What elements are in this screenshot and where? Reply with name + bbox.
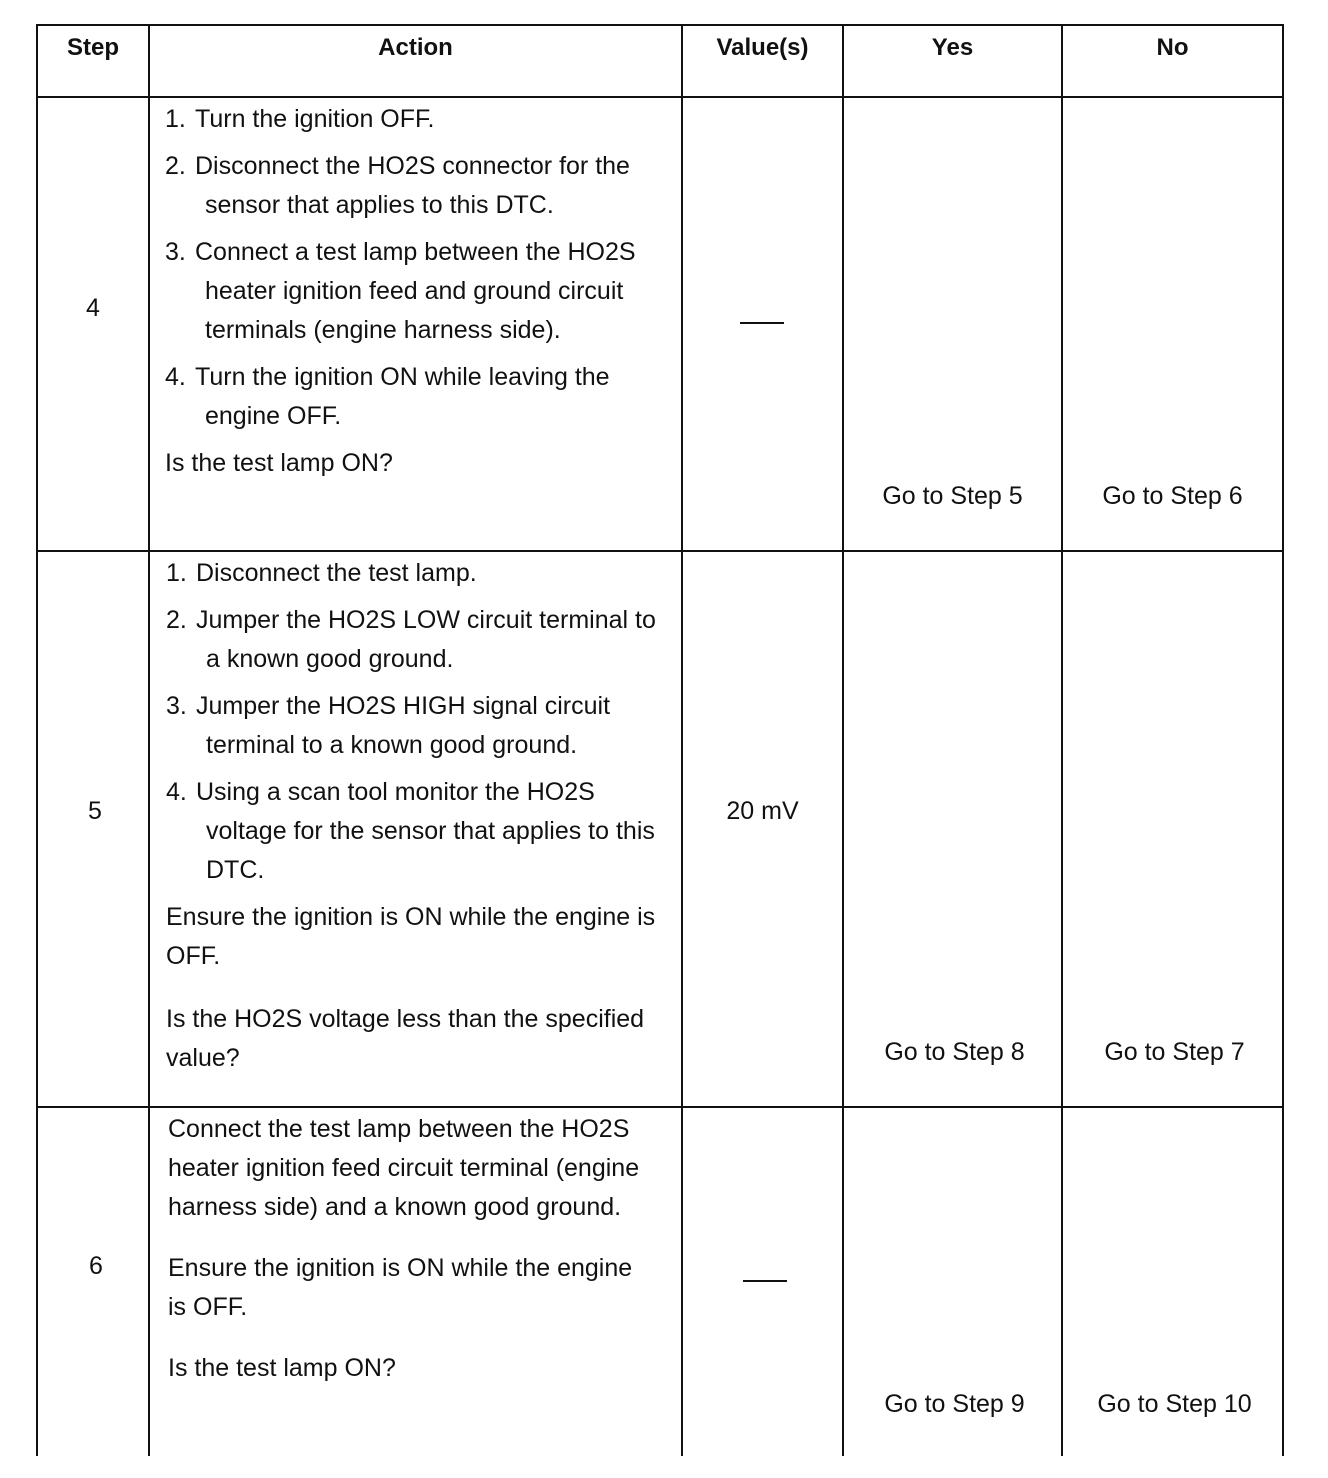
column-divider (1061, 24, 1063, 1456)
action-item: 1. Turn the ignition OFF. (165, 105, 435, 133)
action-note: Connect the test lamp between the HO2S heater ignition feed circuit terminal (engine harness side) and a known good ground. (168, 1115, 640, 1221)
empty-value-dash (740, 322, 784, 324)
header-step: Step (66, 34, 119, 61)
step-number: 4 (86, 294, 100, 322)
column-divider (842, 24, 844, 1456)
action-note: Ensure the ignition is ON while the engine is OFF. (168, 1254, 633, 1321)
action-item: 4. Turn the ignition ON while leaving the engine OFF. (165, 363, 610, 430)
table-border-right (1282, 24, 1284, 1456)
action-item: 1. Disconnect the test lamp. (166, 559, 477, 587)
action-item: 2. Jumper the HO2S LOW circuit terminal to a known good ground. (166, 606, 656, 673)
value-cell: 20 mV (726, 797, 799, 825)
table-border-top (36, 24, 1284, 26)
yes-action: Go to Step 9 (884, 1390, 1025, 1418)
column-divider (148, 24, 150, 1456)
action-cell (165, 100, 665, 491)
row-divider (36, 550, 1284, 552)
header-action: Action (378, 34, 453, 61)
no-action: Go to Step 6 (1102, 482, 1243, 510)
action-question: Is the test lamp ON? (165, 449, 393, 477)
step-number: 6 (89, 1252, 103, 1280)
action-item: 2. Disconnect the HO2S connector for the sensor that applies to this DTC. (165, 152, 630, 219)
header-values: Value(s) (716, 34, 809, 61)
yes-action: Go to Step 5 (882, 482, 1023, 510)
action-item: 3. Jumper the HO2S HIGH signal circuit terminal to a known good ground. (166, 692, 611, 759)
empty-value-dash (743, 1280, 787, 1282)
header-no: No (1156, 34, 1189, 61)
header-yes: Yes (931, 34, 974, 61)
header-divider (36, 96, 1284, 98)
action-note: Ensure the ignition is ON while the engine is OFF. (166, 903, 656, 970)
table-border-left (36, 24, 38, 1456)
action-item: 3. Connect a test lamp between the HO2S heater ignition feed and ground circuit terminals (engine harness side). (165, 238, 636, 344)
action-item: 4. Using a scan tool monitor the HO2S voltage for the sensor that applies to this DTC. (166, 778, 655, 884)
action-cell (168, 1110, 648, 1396)
row-divider (36, 1106, 1284, 1108)
action-question: Is the HO2S voltage less than the specified value? (166, 1005, 645, 1072)
action-question: Is the test lamp ON? (168, 1354, 396, 1382)
action-cell (166, 554, 671, 1086)
no-action: Go to Step 10 (1097, 1390, 1252, 1418)
step-number: 5 (88, 797, 102, 825)
yes-action: Go to Step 8 (884, 1038, 1025, 1066)
column-divider (681, 24, 683, 1456)
no-action: Go to Step 7 (1104, 1038, 1245, 1066)
